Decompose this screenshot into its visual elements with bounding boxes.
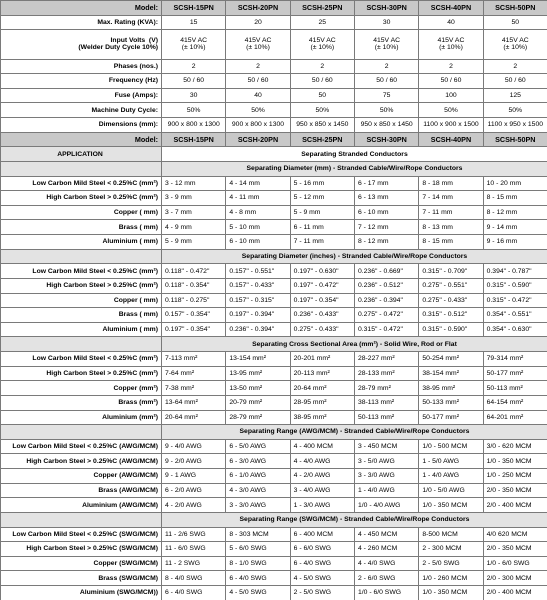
range-value: 0.236" - 0.394" [354,293,418,308]
range-value: 4 - 9 mm [162,220,226,235]
range-value: 4 - 260 MCM [354,542,418,557]
spec-label: Phases (nos.) [1,59,162,74]
material-label: Aluminium (AWG/MCM) [1,498,162,513]
range-value: 9 - 2/0 AWG [162,454,226,469]
model-header-cell: SCSH-50PN [483,132,547,147]
model-header-cell: SCSH-40PN [419,132,483,147]
range-value: 11 - 2 SWG [162,556,226,571]
range-value: 0.197" - 0.630" [290,264,354,279]
range-value: 3 - 3/0 AWG [226,498,290,513]
spec-value: 2 [290,59,354,74]
section-title-row [1,249,547,264]
range-value: 0.197" - 0.354" [290,293,354,308]
section-spacer [1,512,162,527]
range-value: 6 - 400 MCM [290,527,354,542]
spec-value: 900 x 800 x 1300 [162,118,226,133]
range-value: 9 - 16 mm [483,235,547,250]
range-value: 4 - 4/0 AWG [290,454,354,469]
range-value: 6 - 11 mm [290,220,354,235]
range-value: 3 - 5/0 AWG [354,454,418,469]
range-value: 5 - 6/0 SWG [226,542,290,557]
range-value: 6 - 1/0 AWG [226,469,290,484]
range-value: 8 - 13 mm [419,220,483,235]
range-value: 0.315" - 0.512" [419,308,483,323]
spec-value: 50 / 60 [226,74,290,89]
material-row [1,176,547,191]
section-title-row [1,161,547,176]
spec-value: 2 [419,59,483,74]
spec-value: 30 [354,15,418,30]
range-value: 3 - 4/0 AWG [290,483,354,498]
spec-label: Frequency (Hz) [1,74,162,89]
range-value: 28-79 mm² [354,381,418,396]
section-title-row [1,512,547,527]
spec-value: 50 [290,88,354,103]
spec-value: 415V AC (± 10%) [483,30,547,59]
range-value: 5 - 12 mm [290,191,354,206]
material-label: Low Carbon Mild Steel < 0.25%C (mm²) [1,264,162,279]
range-value: 1/0 - 6/0 SWG [483,556,547,571]
spec-row [1,88,547,103]
range-value: 8 - 15 mm [419,235,483,250]
material-row [1,293,547,308]
range-value: 0.275" - 0.551" [419,278,483,293]
range-value: 0.275" - 0.433" [419,293,483,308]
range-value: 28-227 mm² [354,352,418,367]
section-spacer [1,249,162,264]
spec-value: 950 x 850 x 1450 [290,118,354,133]
section-title: Separating Diameter (inches) - Stranded Cable/Wire/Rope Conductors [162,249,547,264]
material-row [1,439,547,454]
spec-value: 50 / 60 [483,74,547,89]
spec-header-row [1,1,547,16]
spec-value: 415V AC (± 10%) [419,30,483,59]
range-value: 5 - 9 mm [290,205,354,220]
model-header-cell: SCSH-25PN [290,132,354,147]
model-header-cell: SCSH-25PN [290,1,354,16]
section-title-row [1,337,547,352]
range-value: 2 - 5/0 SWG [290,586,354,600]
range-value: 20-64 mm² [162,410,226,425]
range-value: 0.118" - 0.354" [162,278,226,293]
range-value: 8 - 303 MCM [226,527,290,542]
range-value: 3 - 7 mm [162,205,226,220]
spec-value: 50% [226,103,290,118]
spec-value: 415V AC (± 10%) [162,30,226,59]
range-value: 5 - 9 mm [162,235,226,250]
material-row [1,469,547,484]
section-spacer [1,161,162,176]
section-title-row [1,425,547,440]
range-value: 4 - 450 MCM [354,527,418,542]
section-title: Separating Cross Sectional Area (mm²) - Solid Wire, Rod or Flat [162,337,547,352]
range-value: 3/0 - 620 MCM [483,439,547,454]
range-value: 4 - 5/0 SWG [226,586,290,600]
material-label: Aluminium ( mm) [1,235,162,250]
range-value: 4 - 11 mm [226,191,290,206]
material-label: High Carbon Steel > 0.25%C (SWG/MCM) [1,542,162,557]
range-value: 0.197" - 0.472" [290,278,354,293]
spec-value: 2 [226,59,290,74]
range-value: 20-79 mm² [226,395,290,410]
material-label: Copper ( mm) [1,293,162,308]
material-row [1,322,547,337]
range-value: 6 - 10 mm [354,205,418,220]
spec-value: 50% [162,103,226,118]
spec-value: 950 x 850 x 1450 [354,118,418,133]
spec-value: 1100 x 950 x 1500 [483,118,547,133]
material-row [1,352,547,367]
material-row [1,278,547,293]
spec-value: 40 [226,88,290,103]
range-value: 0.275" - 0.433" [290,322,354,337]
application-title: Separating Stranded Conductors [162,147,547,162]
range-value: 1 - 4/0 AWG [419,469,483,484]
spec-value: 1100 x 900 x 1500 [419,118,483,133]
range-value: 8-500 MCM [419,527,483,542]
range-value: 5 - 16 mm [290,176,354,191]
model-header-cell: SCSH-20PN [226,132,290,147]
range-value: 1/0 - 5/0 AWG [419,483,483,498]
material-label: Low Carbon Mild Steel < 0.25%C (mm²) [1,176,162,191]
spec-value: 2 [483,59,547,74]
range-value: 6 - 17 mm [354,176,418,191]
model-label-cell: Model: [1,1,162,16]
range-value: 6 - 4/0 SWG [226,571,290,586]
spec-row [1,103,547,118]
range-value: 28-79 mm² [226,410,290,425]
range-value: 7 - 11 mm [419,205,483,220]
range-value: 38-113 mm² [354,395,418,410]
range-value: 1 - 3/0 AWG [290,498,354,513]
spec-value: 2 [162,59,226,74]
material-row [1,205,547,220]
range-value: 13-95 mm² [226,366,290,381]
material-label: Copper ( mm) [1,205,162,220]
material-label: High Carbon Steel > 0.25%C (AWG/MCM) [1,454,162,469]
material-label: Brass (SWG/MCM) [1,571,162,586]
range-value: 0.394" - 0.787" [483,264,547,279]
range-value: 3 - 3/0 AWG [354,469,418,484]
range-value: 6 - 6/0 SWG [290,542,354,557]
range-value: 28-95 mm² [290,395,354,410]
spec-value: 415V AC (± 10%) [226,30,290,59]
spec-label: Input Volts (V) (Welder Duty Cycle 10%) [1,30,162,59]
spec-row [1,118,547,133]
model-header-cell: SCSH-40PN [419,1,483,16]
range-value: 64-201 mm² [483,410,547,425]
range-value: 50-177 mm² [419,410,483,425]
material-row [1,498,547,513]
material-label: Low Carbon Mild Steel < 0.25%C (SWG/MCM) [1,527,162,542]
range-value: 0.157" - 0.433" [226,278,290,293]
material-label: Brass ( mm) [1,220,162,235]
range-value: 0.236" - 0.394" [226,322,290,337]
spec-label: Max. Rating (KVA): [1,15,162,30]
material-label: Copper (AWG/MCM) [1,469,162,484]
range-value: 0.236" - 0.669" [354,264,418,279]
range-value: 0.197" - 0.354" [162,322,226,337]
range-value: 0.315" - 0.472" [483,293,547,308]
spec-value: 100 [419,88,483,103]
range-value: 13-50 mm² [226,381,290,396]
spec-row [1,59,547,74]
range-value: 38-95 mm² [290,410,354,425]
spec-value: 2 [354,59,418,74]
material-label: Low Carbon Mild Steel < 0.25%C (AWG/MCM) [1,439,162,454]
spec-value: 50 / 60 [354,74,418,89]
spec-value: 50% [354,103,418,118]
range-value: 1/0 - 500 MCM [419,439,483,454]
range-value: 64-154 mm² [483,395,547,410]
material-row [1,527,547,542]
spec-row [1,30,547,59]
range-value: 6 - 2/0 AWG [162,483,226,498]
material-label: Brass ( mm) [1,308,162,323]
range-value: 0.157" - 0.354" [162,308,226,323]
material-label: Aluminium (mm²) [1,410,162,425]
spec-value: 50 / 60 [162,74,226,89]
spec-value: 415V AC (± 10%) [354,30,418,59]
material-row [1,542,547,557]
material-row [1,395,547,410]
range-value: 8 - 1/0 SWG [226,556,290,571]
range-value: 13-64 mm² [162,395,226,410]
range-value: 0.275" - 0.472" [354,308,418,323]
spec-value: 25 [290,15,354,30]
range-value: 11 - 2/6 SWG [162,527,226,542]
range-value: 5 - 10 mm [226,220,290,235]
spec-value: 75 [354,88,418,103]
model-header-cell: SCSH-15PN [162,132,226,147]
material-row [1,220,547,235]
model-header-cell: SCSH-50PN [483,1,547,16]
model-label-cell: Model: [1,132,162,147]
range-value: 79-314 mm² [483,352,547,367]
range-value: 1 - 4/0 AWG [354,483,418,498]
spec-value: 125 [483,88,547,103]
spec-value: 50% [483,103,547,118]
range-value: 1/0 - 260 MCM [419,571,483,586]
application-label: APPLICATION [1,147,162,162]
range-value: 11 - 6/0 SWG [162,542,226,557]
range-value: 4 - 2/0 AWG [290,469,354,484]
range-value: 1/0 - 250 MCM [483,469,547,484]
spec-label: Dimensions (mm): [1,118,162,133]
range-value: 20-113 mm² [290,366,354,381]
spec-value: 50% [290,103,354,118]
material-row [1,556,547,571]
range-value: 0.315" - 0.472" [354,322,418,337]
range-value: 7 - 11 mm [290,235,354,250]
material-label: Copper (SWG/MCM) [1,556,162,571]
range-value: 4 - 14 mm [226,176,290,191]
range-value: 8 - 4/0 SWG [162,571,226,586]
spec-value: 30 [162,88,226,103]
material-label: Aluminium ( mm) [1,322,162,337]
spec-value: 900 x 800 x 1300 [226,118,290,133]
material-label: High Carbon Steel > 0.25%C (mm²) [1,366,162,381]
material-row [1,308,547,323]
range-value: 0.157" - 0.315" [226,293,290,308]
range-value: 0.197" - 0.394" [226,308,290,323]
range-value: 2 - 5/0 SWG [419,556,483,571]
range-value: 7 - 14 mm [419,191,483,206]
spec-value: 50% [419,103,483,118]
spec-label: Fuse (Amps): [1,88,162,103]
application-row [1,147,547,162]
material-row [1,264,547,279]
range-value: 28-133 mm² [354,366,418,381]
range-value: 7-38 mm² [162,381,226,396]
range-value: 3 - 450 MCM [354,439,418,454]
range-value: 8 - 12 mm [483,205,547,220]
section-spacer [1,425,162,440]
material-label: High Carbon Steel > 0.25%C (mm²) [1,191,162,206]
material-label: High Carbon Steel > 0.25%C (mm²) [1,278,162,293]
spec-value: 50 [483,15,547,30]
range-value: 1/0 - 350 MCM [483,454,547,469]
range-value: 4/0 620 MCM [483,527,547,542]
range-value: 38-154 mm² [419,366,483,381]
material-row [1,191,547,206]
range-value: 9 - 14 mm [483,220,547,235]
section-spacer [1,337,162,352]
range-value: 50-177 mm² [483,366,547,381]
spec-label: Machine Duty Cycle: [1,103,162,118]
range-value: 1/0 - 6/0 SWG [354,586,418,600]
material-row [1,586,547,600]
range-value: 6 - 13 mm [354,191,418,206]
range-value: 1/0 - 350 MCM [419,498,483,513]
range-value: 4 - 4/0 SWG [354,556,418,571]
spec-value: 15 [162,15,226,30]
range-value: 2 - 6/0 SWG [354,571,418,586]
section-title: Separating Diameter (mm) - Stranded Cable/Wire/Rope Conductors [162,161,547,176]
range-value: 2/0 - 300 MCM [483,571,547,586]
range-value: 3 - 9 mm [162,191,226,206]
range-value: 1/0 - 4/0 AWG [354,498,418,513]
range-value: 8 - 18 mm [419,176,483,191]
range-value: 2/0 - 350 MCM [483,542,547,557]
range-value: 0.118" - 0.275" [162,293,226,308]
range-value: 20-64 mm² [290,381,354,396]
range-value: 1/0 - 350 MCM [419,586,483,600]
material-label: Copper (mm²) [1,381,162,396]
range-value: 2/0 - 400 MCM [483,498,547,513]
range-value: 6 - 4/0 SWG [162,586,226,600]
range-value: 38-95 mm² [419,381,483,396]
range-value: 4 - 5/0 SWG [290,571,354,586]
range-value: 50-113 mm² [354,410,418,425]
range-value: 0.354" - 0.630" [483,322,547,337]
model-header-cell: SCSH-15PN [162,1,226,16]
model-header-cell: SCSH-20PN [226,1,290,16]
material-row [1,381,547,396]
material-row [1,454,547,469]
range-value: 0.315" - 0.590" [419,322,483,337]
range-value: 7 - 12 mm [354,220,418,235]
section-title: Separating Range (AWG/MCM) - Stranded Cable/Wire/Rope Conductors [162,425,547,440]
material-row [1,571,547,586]
range-value: 4 - 400 MCM [290,439,354,454]
spec-row [1,15,547,30]
range-value: 8 - 12 mm [354,235,418,250]
spec-row [1,74,547,89]
application-model-row [1,132,547,147]
material-row [1,410,547,425]
range-value: 7-64 mm² [162,366,226,381]
range-value: 50-133 mm² [419,395,483,410]
range-value: 1 - 5/0 AWG [419,454,483,469]
range-value: 10 - 20 mm [483,176,547,191]
range-value: 3 - 12 mm [162,176,226,191]
range-value: 13-154 mm² [226,352,290,367]
material-label: Low Carbon Mild Steel < 0.25%C (mm²) [1,352,162,367]
range-value: 0.315" - 0.590" [483,278,547,293]
range-value: 6 - 10 mm [226,235,290,250]
range-value: 2 - 300 MCM [419,542,483,557]
range-value: 50-113 mm² [483,381,547,396]
spec-value: 50 / 60 [290,74,354,89]
model-header-cell: SCSH-30PN [354,1,418,16]
range-value: 6 - 4/0 SWG [290,556,354,571]
range-value: 9 - 1 AWG [162,469,226,484]
material-row [1,483,547,498]
range-value: 6 - 5/0 AWG [226,439,290,454]
spec-value: 50 / 60 [419,74,483,89]
material-row [1,235,547,250]
material-row [1,366,547,381]
range-value: 4 - 3/0 AWG [226,483,290,498]
spec-value: 40 [419,15,483,30]
model-header-cell: SCSH-30PN [354,132,418,147]
range-value: 20-201 mm² [290,352,354,367]
section-title: Separating Range (SWG/MCM) - Stranded Cable/Wire/Rope Conductors [162,512,547,527]
range-value: 0.315" - 0.709" [419,264,483,279]
range-value: 4 - 8 mm [226,205,290,220]
range-value: 0.157" - 0.551" [226,264,290,279]
material-label: Aluminium (SWG/MCM)) [1,586,162,600]
range-value: 2/0 - 400 MCM [483,586,547,600]
range-value: 0.354" - 0.551" [483,308,547,323]
material-label: Brass (mm²) [1,395,162,410]
range-value: 8 - 15 mm [483,191,547,206]
range-value: 2/0 - 350 MCM [483,483,547,498]
material-label: Brass (AWG/MCM) [1,483,162,498]
range-value: 50-254 mm² [419,352,483,367]
spec-value: 20 [226,15,290,30]
range-value: 7-113 mm² [162,352,226,367]
range-value: 9 - 4/0 AWG [162,439,226,454]
spec-value: 415V AC (± 10%) [290,30,354,59]
range-value: 4 - 2/0 AWG [162,498,226,513]
range-value: 0.118" - 0.472" [162,264,226,279]
range-value: 0.236" - 0.433" [290,308,354,323]
range-value: 0.236" - 0.512" [354,278,418,293]
range-value: 6 - 3/0 AWG [226,454,290,469]
